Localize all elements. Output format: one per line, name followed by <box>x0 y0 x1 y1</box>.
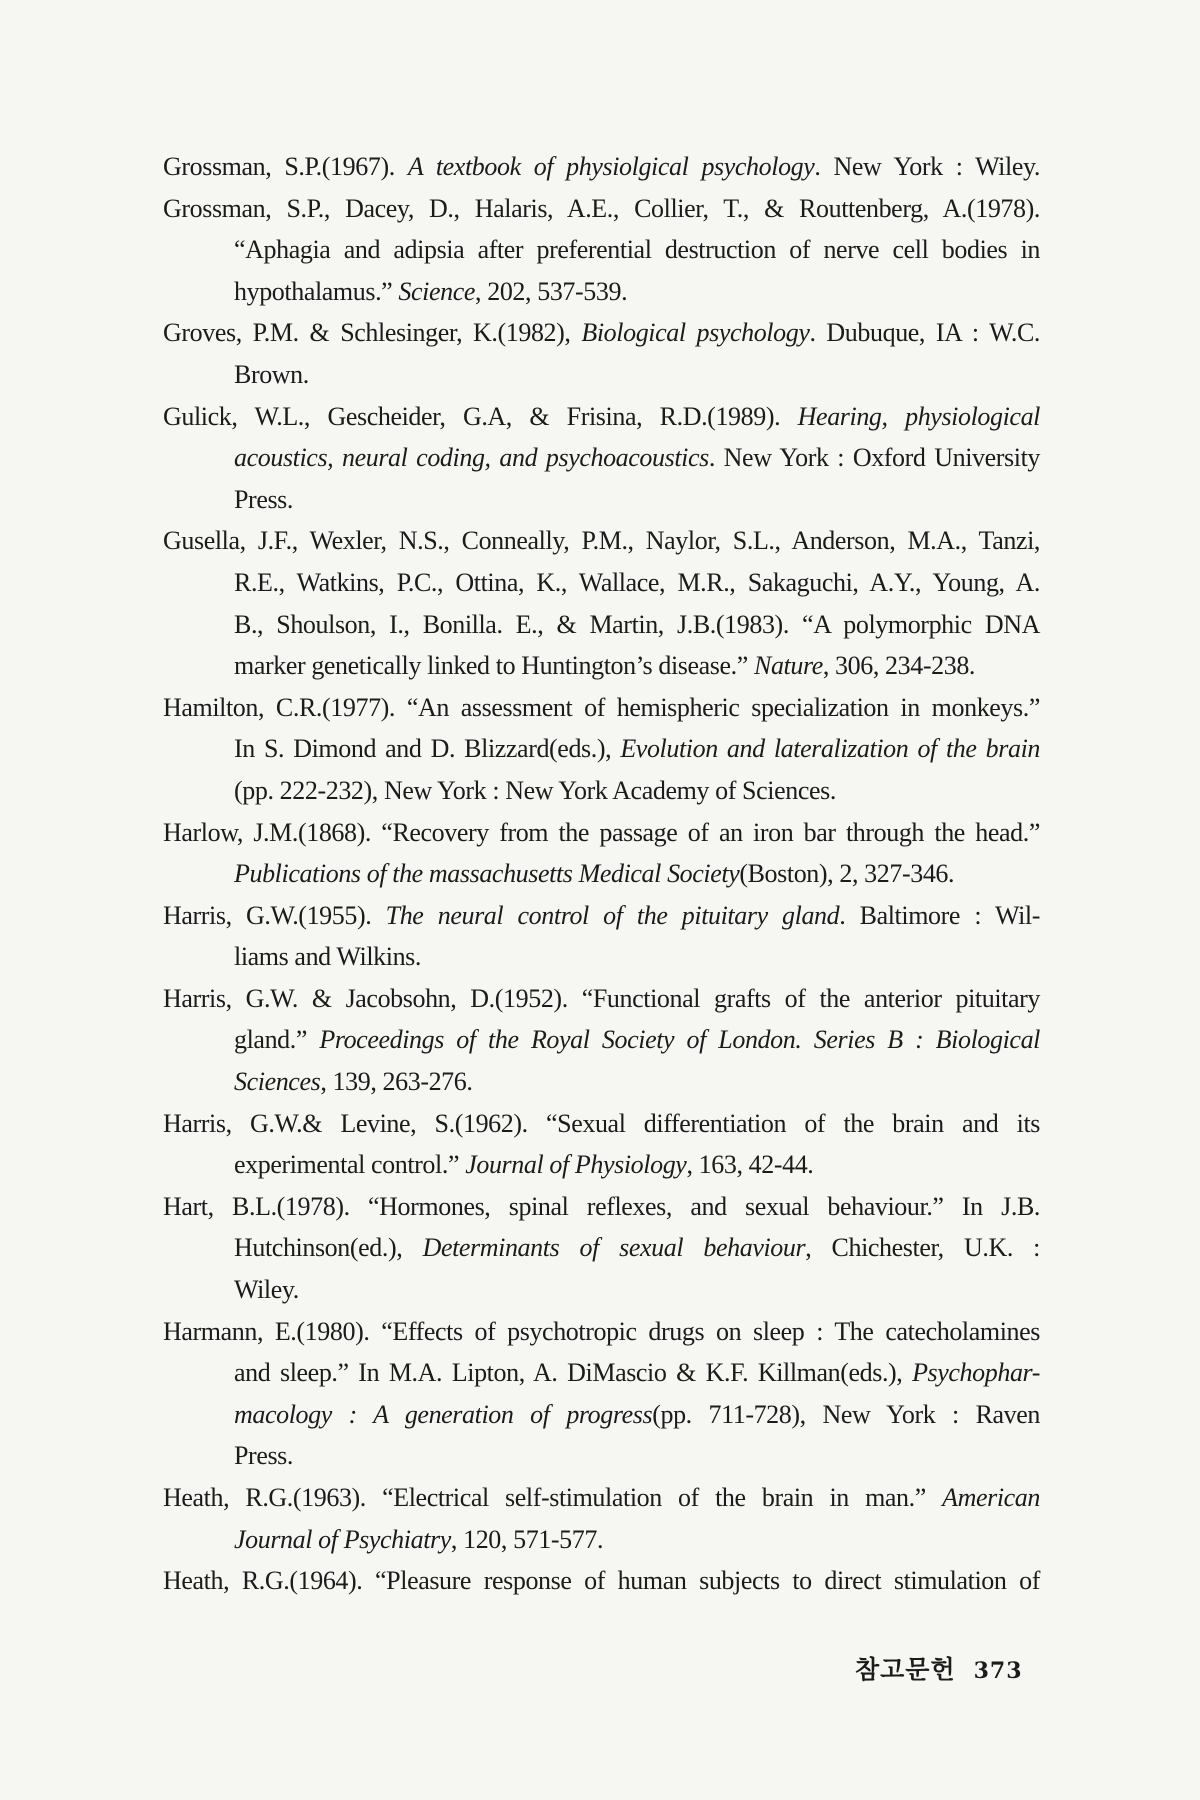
reference-title-italic: Science <box>398 276 476 306</box>
reference-line <box>163 229 1040 271</box>
reference-entry <box>163 1311 1040 1477</box>
reference-entry <box>163 687 1040 812</box>
reference-text: , 202, 537-539. <box>475 276 628 306</box>
reference-line <box>163 1435 1040 1477</box>
reference-entry <box>163 188 1040 313</box>
reference-line <box>163 479 1040 521</box>
reference-line <box>163 1311 1040 1353</box>
reference-text: . Baltimore : Wil- <box>839 900 1040 930</box>
reference-title-italic: macology : A generation of progress <box>234 1399 653 1429</box>
reference-text: Heath, R.G.(1964). “Pleasure response of human subjects to direct stimulation of <box>163 1566 1040 1596</box>
reference-line <box>163 146 1040 188</box>
reference-line <box>163 1144 1040 1186</box>
reference-text: Grossman, S.P.(1967). <box>163 152 408 181</box>
reference-line <box>163 520 1040 562</box>
reference-line <box>163 1227 1040 1269</box>
reference-title-italic: Determinants of sexual behaviour <box>422 1233 806 1263</box>
reference-text: Gusella, J.F., Wexler, N.S., Conneally, P.M., Naylor, S.L., Anderson, M.A., Tanzi, <box>163 526 1040 556</box>
reference-line <box>163 728 1040 770</box>
reference-entry <box>163 396 1040 521</box>
reference-text: Harris, G.W.(1955). <box>163 900 386 930</box>
reference-entry <box>163 1477 1040 1560</box>
page-number: 373 <box>973 1658 1023 1684</box>
reference-text: Harmann, E.(1980). “Effects of psychotropic drugs on sleep : The catecholamines <box>163 1316 1040 1346</box>
reference-text: Harris, G.W.& Levine, S.(1962). “Sexual differentiation of the brain and its <box>163 1108 1040 1138</box>
reference-text: Harlow, J.M.(1868). “Recovery from the passage of an iron bar through the head.” <box>163 817 1040 847</box>
reference-line <box>163 396 1040 438</box>
reference-line <box>163 1394 1040 1436</box>
reference-title-italic: Psychophar- <box>912 1358 1040 1388</box>
reference-line <box>163 687 1040 729</box>
reference-text: Brown. <box>234 359 309 389</box>
reference-title-italic: Journal of Psychiatry <box>234 1524 451 1554</box>
reference-line <box>163 1061 1040 1103</box>
reference-line <box>163 354 1040 396</box>
reference-title-italic: Biological psychology <box>581 318 810 348</box>
reference-text: . New York : Oxford University <box>708 443 1040 473</box>
reference-line <box>163 1103 1040 1145</box>
reference-line <box>163 895 1040 937</box>
reference-text: Press. <box>234 484 293 514</box>
reference-text: Gulick, W.L., Gescheider, G.A, & Frisina, R.D.(1989). <box>163 401 798 431</box>
reference-text: “Aphagia and adipsia after preferential destruction of nerve cell bodies in <box>234 235 1040 265</box>
reference-list <box>163 146 1040 1602</box>
reference-text: Hamilton, C.R.(1977). “An assessment of hemispheric specialization in monkeys.” <box>163 692 1040 722</box>
reference-entry <box>163 978 1040 1103</box>
reference-text: . New York : Wiley. <box>814 152 1040 181</box>
reference-text: Groves, P.M. & Schlesinger, K.(1982), <box>163 318 582 348</box>
reference-line <box>163 437 1040 479</box>
reference-line <box>163 978 1040 1020</box>
reference-text: Hart, B.L.(1978). “Hormones, spinal reflexes, and sexual behaviour.” In J.B. <box>163 1191 1040 1221</box>
reference-text: Press. <box>234 1441 293 1471</box>
reference-text: gland.” <box>234 1025 320 1055</box>
reference-line <box>163 1269 1040 1311</box>
reference-text: R.E., Watkins, P.C., Ottina, K., Wallace, M.R., Sakaguchi, A.Y., Young, A. <box>234 567 1040 597</box>
reference-entry <box>163 312 1040 395</box>
reference-entry <box>163 146 1040 188</box>
reference-line <box>163 936 1040 978</box>
reference-text: experimental control.” <box>234 1150 466 1180</box>
reference-title-italic: Hearing, physiological <box>797 401 1040 431</box>
reference-line <box>163 271 1040 313</box>
reference-line <box>163 853 1040 895</box>
reference-line <box>163 812 1040 854</box>
reference-line <box>163 188 1040 230</box>
reference-text: , Chichester, U.K. : <box>805 1233 1040 1263</box>
reference-line <box>163 1560 1040 1602</box>
reference-title-italic: acoustics, neural coding, and psychoacoustics <box>234 443 709 473</box>
reference-entry <box>163 1560 1040 1602</box>
reference-line <box>163 562 1040 604</box>
reference-title-italic: A textbook of physiolgical psychology <box>407 152 815 181</box>
reference-line <box>163 312 1040 354</box>
reference-text: B., Shoulson, I., Bonilla. E., & Martin, J.B.(1983). “A polymorphic DNA <box>234 609 1040 639</box>
reference-line <box>163 1477 1040 1519</box>
reference-text: , 306, 234-238. <box>822 651 976 681</box>
page-footer <box>855 1650 1023 1686</box>
reference-title-italic: Proceedings of the Royal Society of London. Series B : Biological <box>319 1025 1040 1055</box>
reference-text: Heath, R.G.(1963). “Electrical self-stimulation of the brain in man.” <box>163 1483 943 1512</box>
reference-text: (Boston), 2, 327-346. <box>739 859 955 889</box>
reference-line <box>163 1186 1040 1228</box>
reference-text: , 139, 263-276. <box>320 1067 473 1097</box>
reference-line <box>163 1519 1040 1561</box>
reference-text: marker genetically linked to Huntington’s disease.” <box>234 651 754 681</box>
reference-text: (pp. 711-728), New York : Raven <box>652 1399 1041 1429</box>
reference-line <box>163 604 1040 646</box>
reference-entry <box>163 812 1040 895</box>
reference-title-italic: Journal of Physiology <box>465 1150 687 1180</box>
reference-entry <box>163 1186 1040 1311</box>
footer-section-title: 참고문헌 <box>855 1657 956 1684</box>
reference-entry <box>163 895 1040 978</box>
reference-line <box>163 1352 1040 1394</box>
reference-text: . Dubuque, IA : W.C. <box>809 318 1040 348</box>
reference-text: Harris, G.W. & Jacobsohn, D.(1952). “Functional grafts of the anterior pituitary <box>163 983 1040 1013</box>
reference-text: In S. Dimond and D. Blizzard(eds.), <box>234 734 621 764</box>
reference-text: , 120, 571-577. <box>450 1524 604 1554</box>
reference-text: , 163, 42-44. <box>686 1150 814 1180</box>
reference-text: hypothalamus.” <box>234 276 399 306</box>
reference-text: liams and Wilkins. <box>234 942 421 972</box>
reference-title-italic: The neural control of the pituitary gland <box>385 900 840 930</box>
reference-title-italic: Sciences <box>234 1067 321 1097</box>
reference-title-italic: Nature <box>754 651 823 681</box>
reference-title-italic: American <box>942 1483 1040 1512</box>
reference-line <box>163 645 1040 687</box>
reference-text: (pp. 222-232), New York : New York Academy of Sciences. <box>234 775 836 805</box>
reference-text: Grossman, S.P., Dacey, D., Halaris, A.E., Collier, T., & Routtenberg, A.(1978). <box>163 193 1040 223</box>
reference-entry <box>163 520 1040 686</box>
reference-text: Wiley. <box>234 1275 299 1305</box>
reference-line <box>163 1019 1040 1061</box>
reference-line <box>163 770 1040 812</box>
reference-text: Hutchinson(ed.), <box>234 1233 423 1263</box>
reference-text: and sleep.” In M.A. Lipton, A. DiMascio & K.F. Killman(eds.), <box>234 1358 913 1388</box>
reference-title-italic: Evolution and lateralization of the brain <box>620 734 1040 764</box>
reference-entry <box>163 1103 1040 1186</box>
reference-title-italic: Publications of the massachusetts Medical Society <box>234 859 740 889</box>
